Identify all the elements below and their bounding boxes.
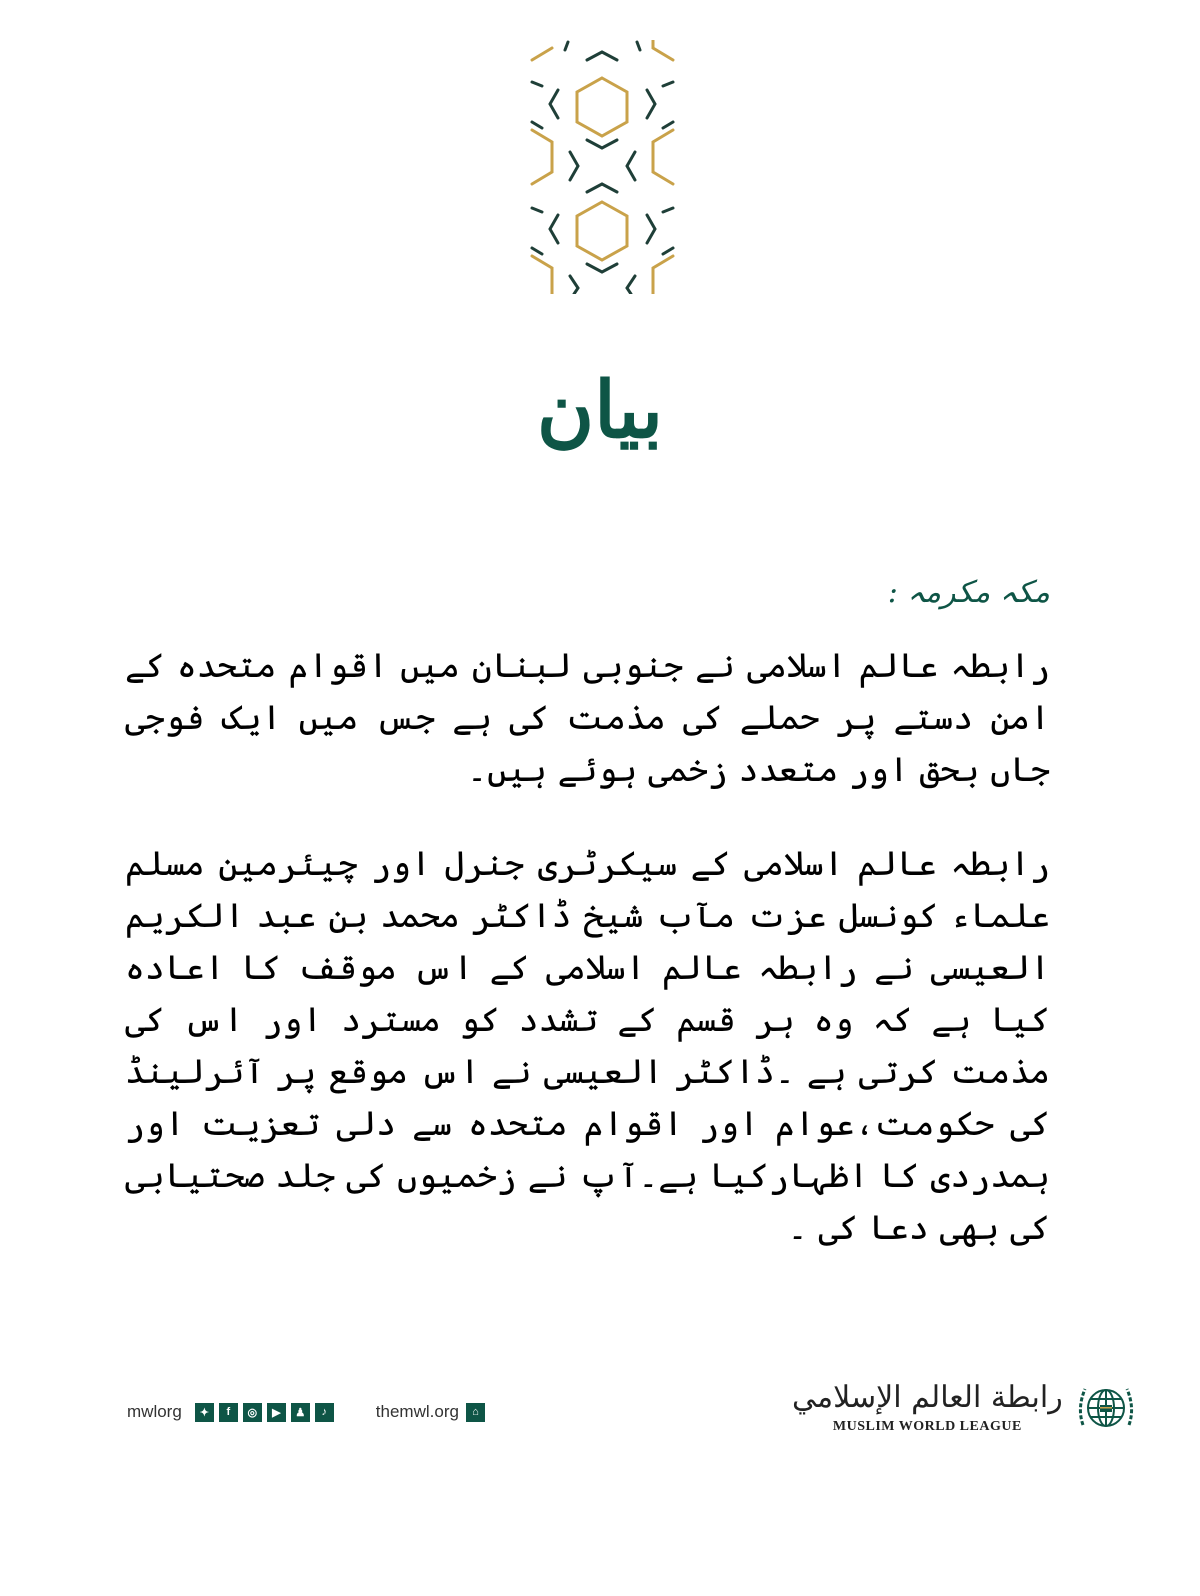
- globe-emblem-icon: [1073, 1375, 1139, 1441]
- mwl-logo: [792, 1375, 1139, 1441]
- website-link[interactable]: themwl.org: [375, 1402, 459, 1421]
- tiktok-icon[interactable]: ♪: [315, 1403, 334, 1422]
- twitter-icon[interactable]: ✦: [195, 1403, 214, 1422]
- paragraph-1: رابطہ عالم اسلامی نے جنوبی لبنان میں اقوام متحدہ کے امن دستے پر حملے کی مذمت کی ہے جس میں ایک فوجی جاں بحق اور متعدد زخمی ہوئے ہیں۔: [125, 646, 1050, 790]
- facebook-icon[interactable]: f: [219, 1403, 238, 1422]
- footer-social: [127, 1400, 490, 1424]
- home-icon[interactable]: ⌂: [466, 1403, 485, 1422]
- dateline-place: مکہ مکرمہ :: [887, 575, 1050, 610]
- paragraph-2: رابطہ عالم اسلامی کے سیکرٹری جنرل اور چیئرمین مسلم علماء کونسل عزت مآب شیخ ڈاکٹر محمد بن عبد الکریم العیسی نے رابطہ عالم اسلامی کے اس موقف کا اعادہ کیا ہے کہ وہ ہر قسم کے تشدد کو مسترد اور اس کی مذمت کرتی ہے ۔ڈاکٹر العیسی نے اس موقع پر آئرلینڈ کی حکومت،عوام اور اقوام متحدہ سے دلی تعزیت اور ہمدردی کا اظہارکیا ہے۔آپ نے زخمیوں کی جلد صحتیابی کی بھی دعا کی ۔: [125, 844, 1050, 1248]
- social-handle: mwlorg: [127, 1402, 182, 1421]
- instagram-icon[interactable]: ◎: [243, 1403, 262, 1422]
- page-title: بیان: [536, 365, 664, 456]
- logo-arabic-text: رابطة العالم الإسلامي: [792, 1380, 1063, 1415]
- decorative-pattern: [530, 40, 675, 294]
- logo-english-text: MUSLIM WORLD LEAGUE: [832, 1419, 1022, 1434]
- snapchat-icon[interactable]: ♟: [291, 1403, 310, 1422]
- youtube-icon[interactable]: ▶: [267, 1403, 286, 1422]
